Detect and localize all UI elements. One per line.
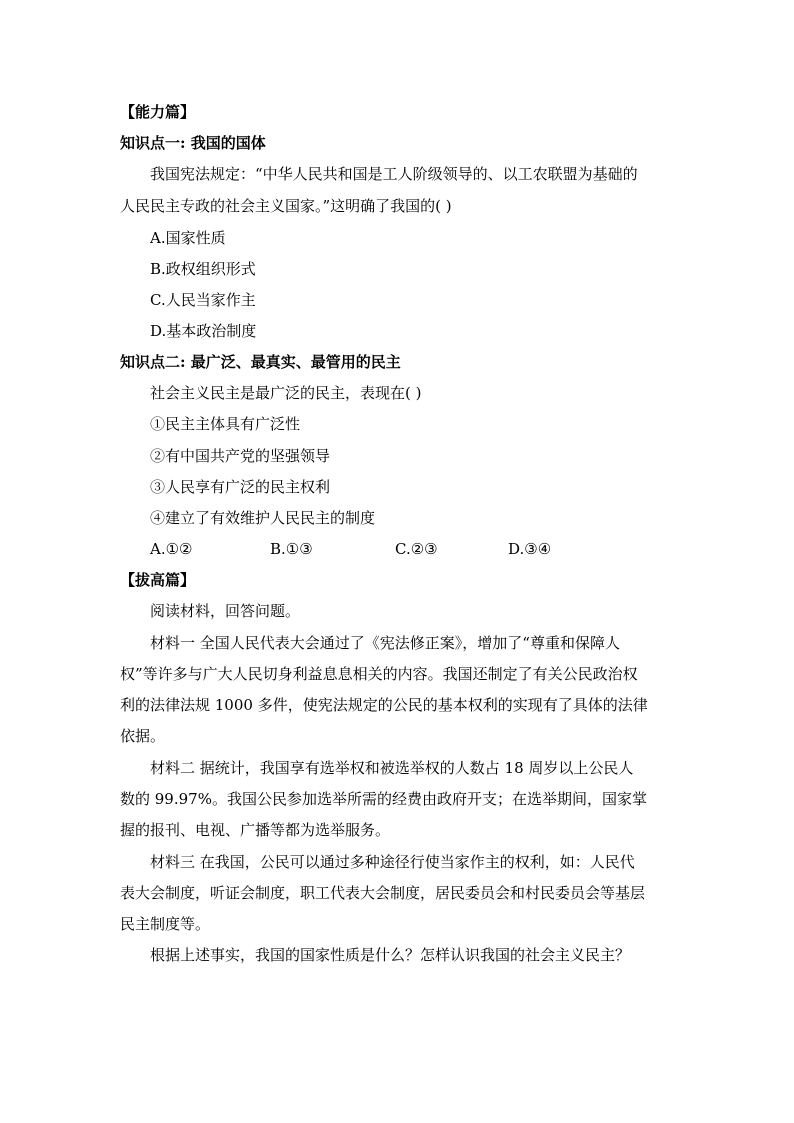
material-2-line-3: 握的报刊、电视、广播等都为选举服务。 (120, 821, 391, 839)
material-1-line-4: 依据。 (120, 727, 166, 745)
question-2-option-b: B.①③ (270, 540, 313, 558)
question-2-item-2: ②有中国共产党的坚强领导 (150, 447, 331, 465)
material-1-line-2: 权”等许多与广大人民切身利益息息相关的内容。我国还制定了有关公民政治权 (120, 665, 638, 683)
question-1-option-b: B.政权组织形式 (150, 260, 256, 278)
reading-prompt: 阅读材料，回答问题。 (150, 602, 301, 620)
question-2-stem: 社会主义民主是最广泛的民主，表现在( ) (150, 384, 422, 402)
question-1-stem-line-2: 人民民主专政的社会主义国家。”这明确了我国的( ) (120, 197, 452, 215)
question-2-item-1: ①民主主体具有广泛性 (150, 415, 301, 433)
question-2-option-a: A.①② (150, 540, 193, 558)
knowledge-point-1-title: 知识点一: 我国的国体 (120, 134, 266, 152)
material-1-line-3: 利的法律法规 1000 多件，使宪法规定的公民的基本权利的实现有了具体的法律 (120, 696, 648, 714)
question-2-item-3: ③人民享有广泛的民主权利 (150, 478, 331, 496)
final-question: 根据上述事实，我国的国家性质是什么？怎样认识我国的社会主义民主？ (150, 946, 631, 964)
question-1-option-c: C.人民当家作主 (150, 291, 256, 309)
question-2-option-d: D.③④ (508, 540, 552, 558)
section-heading-ability: 【能力篇】 (120, 103, 196, 121)
question-2-item-4: ④建立了有效维护人民民主的制度 (150, 509, 376, 527)
material-3-line-1: 材料三 在我国，公民可以通过多种途径行使当家作主的权利，如：人民代 (150, 853, 635, 871)
material-2-line-1: 材料二 据统计，我国享有选举权和被选举权的人数占 18 周岁以上公民人 (150, 759, 634, 777)
question-2-option-c: C.②③ (395, 540, 438, 558)
knowledge-point-2-title: 知识点二: 最广泛、最真实、最管用的民主 (120, 353, 401, 371)
material-1-line-1: 材料一 全国人民代表大会通过了《宪法修正案》，增加了“尊重和保障人 (150, 634, 620, 652)
section-heading-advanced: 【拔高篇】 (120, 571, 196, 589)
material-3-line-3: 民主制度等。 (120, 915, 211, 933)
material-2-line-2: 数的 99.97%。我国公民参加选举所需的经费由政府开支；在选举期间，国家掌 (120, 790, 647, 808)
question-1-option-d: D.基本政治制度 (150, 322, 257, 340)
question-1-stem-line-1: 我国宪法规定：“中华人民共和国是工人阶级领导的、以工农联盟为基础的 (150, 165, 638, 183)
question-1-option-a: A.国家性质 (150, 229, 226, 247)
material-3-line-2: 表大会制度，听证会制度，职工代表大会制度，居民委员会和村民委员会等基层 (120, 884, 646, 902)
